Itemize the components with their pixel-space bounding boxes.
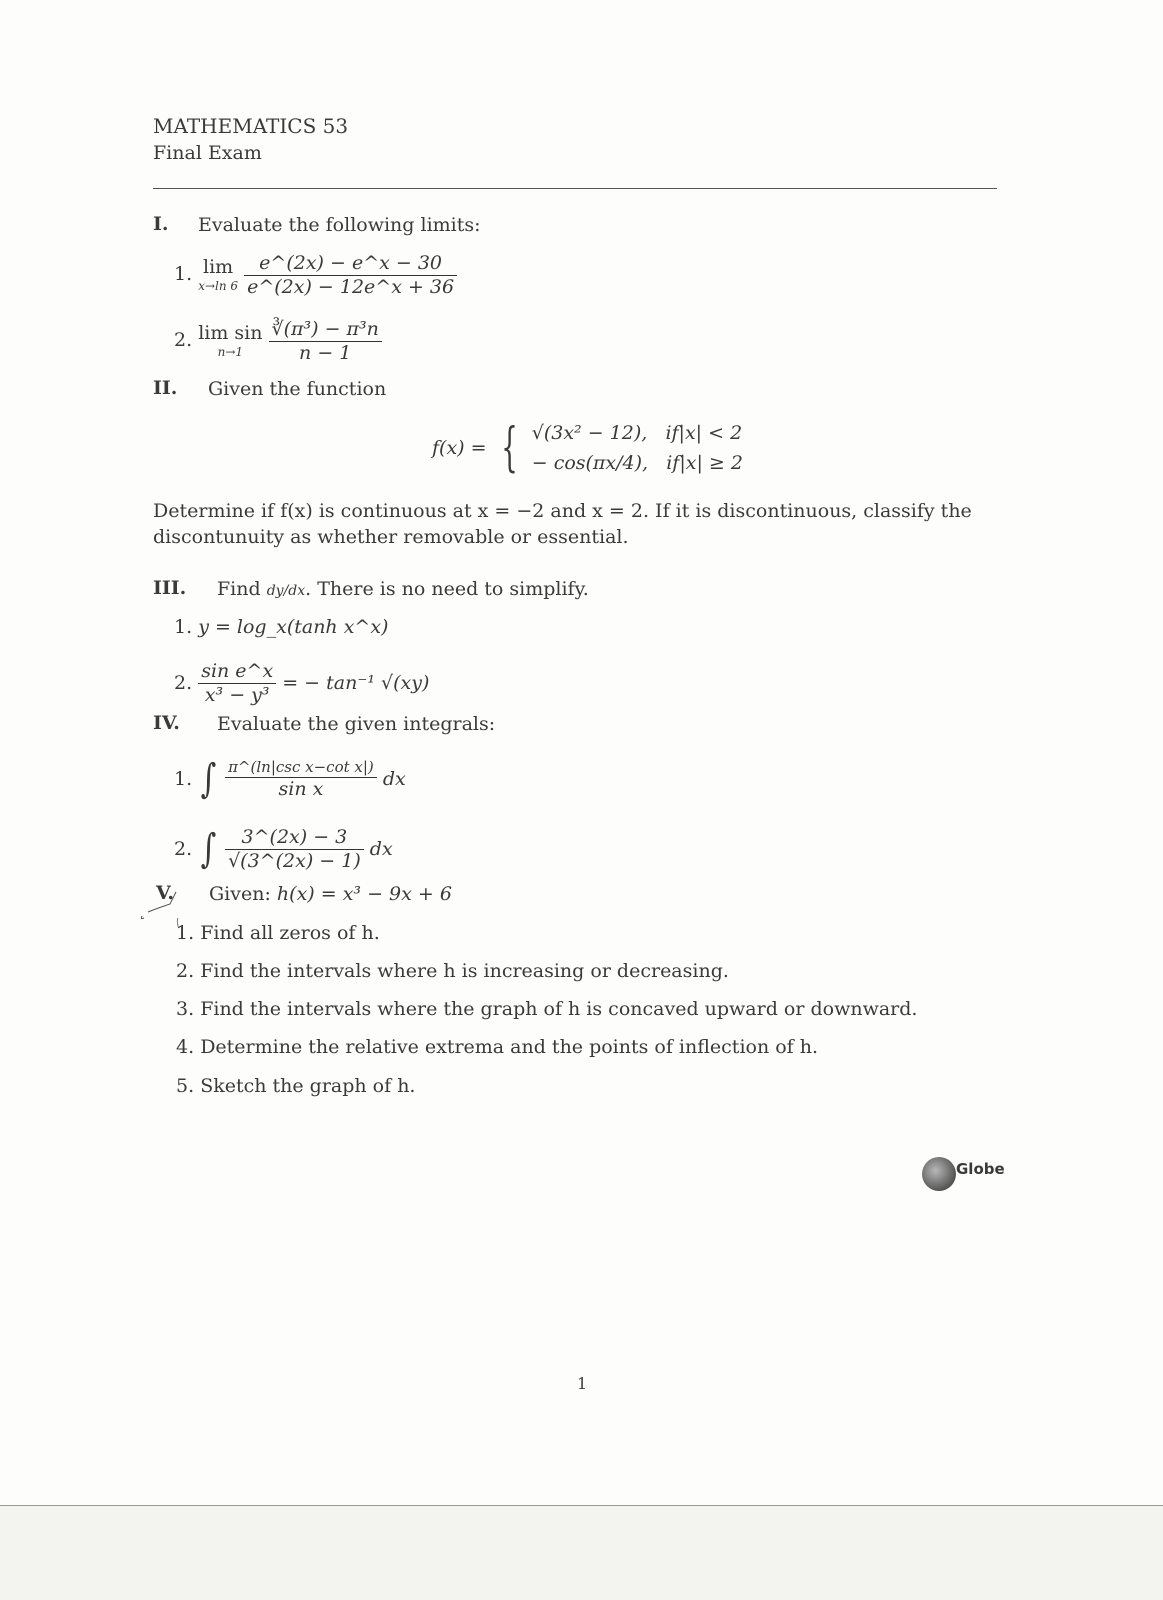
integral-1: [174, 756, 406, 802]
derivative-1: [174, 616, 388, 638]
case-1-condition: if|x| < 2: [665, 422, 743, 444]
item-text: Find all zeros of h.: [200, 922, 380, 944]
item-number: 5.: [176, 1075, 195, 1097]
section-5-item: [176, 1036, 818, 1058]
section-3-numeral: III.: [153, 577, 187, 599]
case-2: [532, 448, 743, 478]
limit-2-fraction: [269, 318, 382, 364]
limit-1-subscript: x→ln 6: [198, 279, 239, 293]
piecewise-cases: [532, 418, 743, 478]
exam-title: Final Exam: [153, 142, 262, 164]
derivative-2: [174, 660, 429, 706]
derivative-1-number: 1.: [174, 616, 193, 638]
left-brace: {: [500, 418, 518, 478]
case-1-expression: √(3x² − 12),: [531, 422, 648, 444]
item-number: 4.: [176, 1036, 195, 1058]
integral-1-number: 1.: [174, 768, 193, 790]
item-number: 2.: [176, 960, 195, 982]
limit-2-subscript: n→1: [217, 345, 244, 359]
page-number: 1: [577, 1374, 588, 1393]
limit-1-fraction: [244, 252, 457, 298]
limit-1-denominator: e^(2x) − 12e^x + 36: [247, 276, 455, 298]
function-label: f(x) =: [432, 437, 487, 459]
integral-1-denominator: sin x: [278, 778, 324, 800]
integral-sign-icon: ∫: [200, 826, 217, 872]
integral-2-fraction: [225, 826, 364, 872]
integral-1-numerator: π^(ln|csc x−cot x|): [225, 758, 377, 778]
limit-2-numerator: ∛(π³) − π³n: [269, 318, 382, 342]
derivative-2-rhs: = − tan⁻¹ √(xy): [282, 672, 430, 694]
piecewise-function: [432, 418, 743, 478]
section-3-title: [217, 578, 589, 600]
integral-2-denominator: √(3^(2x) − 1): [228, 850, 361, 872]
section-3-title-suffix: . There is no need to simplify.: [305, 578, 589, 600]
section-5-title-prefix: Given:: [209, 883, 271, 905]
continuity-paragraph-line-2: discontunuity as whether removable or essential.: [153, 526, 629, 548]
section-5-item: [176, 1075, 415, 1097]
derivative-symbol: dy/dx: [266, 583, 306, 599]
section-2-title: Given the function: [208, 378, 387, 400]
continuity-paragraph-line-1: Determine if f(x) is continuous at x = −2 and x = 2. If it is discontinuous, classify the: [153, 500, 972, 522]
limit-1: [174, 252, 457, 298]
integral-sign-icon: ∫: [200, 756, 217, 802]
limit-2-number: 2.: [174, 329, 193, 351]
item-text: Find the intervals where h is increasing or decreasing.: [200, 960, 729, 982]
limit-1-lim: lim: [203, 256, 234, 278]
item-number: 1.: [176, 922, 195, 944]
section-2-numeral: II.: [153, 377, 178, 399]
section-1-title: Evaluate the following limits:: [198, 214, 481, 236]
derivative-2-fraction: [198, 660, 276, 706]
limit-2-lim: lim sin: [198, 322, 263, 344]
limit-2-denominator: n − 1: [299, 342, 352, 364]
integral-2: [174, 826, 393, 872]
section-4-title: Evaluate the given integrals:: [217, 713, 496, 735]
header-rule: [153, 188, 997, 189]
item-text: Determine the relative extrema and the points of inflection of h.: [200, 1036, 819, 1058]
limit-2-operator: [198, 324, 262, 358]
derivative-1-expression: y = log_x(tanh x^x): [198, 616, 389, 638]
globe-logo-icon: [922, 1157, 956, 1191]
item-text: Sketch the graph of h.: [200, 1075, 416, 1097]
limit-1-number: 1.: [174, 263, 193, 285]
limit-1-numerator: e^(2x) − e^x − 30: [244, 252, 457, 276]
limit-2: [174, 318, 382, 364]
integral-1-fraction: [225, 758, 377, 800]
derivative-2-denominator: x³ − y³: [204, 684, 270, 706]
section-5-item: [176, 922, 380, 944]
course-title: MATHEMATICS 53: [153, 114, 349, 138]
derivative-2-numerator: sin e^x: [198, 660, 276, 684]
section-5-function: h(x) = x³ − 9x + 6: [276, 883, 452, 905]
item-number: 3.: [176, 998, 195, 1020]
integral-2-dx: dx: [369, 838, 393, 860]
section-1-numeral: I.: [153, 213, 169, 235]
globe-logo-text: Globe: [956, 1160, 1005, 1178]
section-5-title: [209, 883, 452, 905]
integral-2-number: 2.: [174, 838, 193, 860]
section-5-numeral: V.: [156, 882, 175, 904]
section-3-title-prefix: Find: [217, 578, 261, 600]
integral-2-numerator: 3^(2x) − 3: [225, 826, 364, 850]
item-text: Find the intervals where the graph of h is concaved upward or downward.: [200, 998, 918, 1020]
integral-1-dx: dx: [382, 768, 406, 790]
case-1: [532, 418, 743, 448]
limit-1-operator: [198, 258, 238, 292]
section-4-numeral: IV.: [153, 712, 180, 734]
derivative-2-number: 2.: [174, 672, 193, 694]
section-5-item: [176, 960, 729, 982]
case-2-expression: − cos(πx/4),: [531, 452, 649, 474]
case-2-condition: if|x| ≥ 2: [666, 452, 743, 474]
section-5-item: [176, 998, 917, 1020]
